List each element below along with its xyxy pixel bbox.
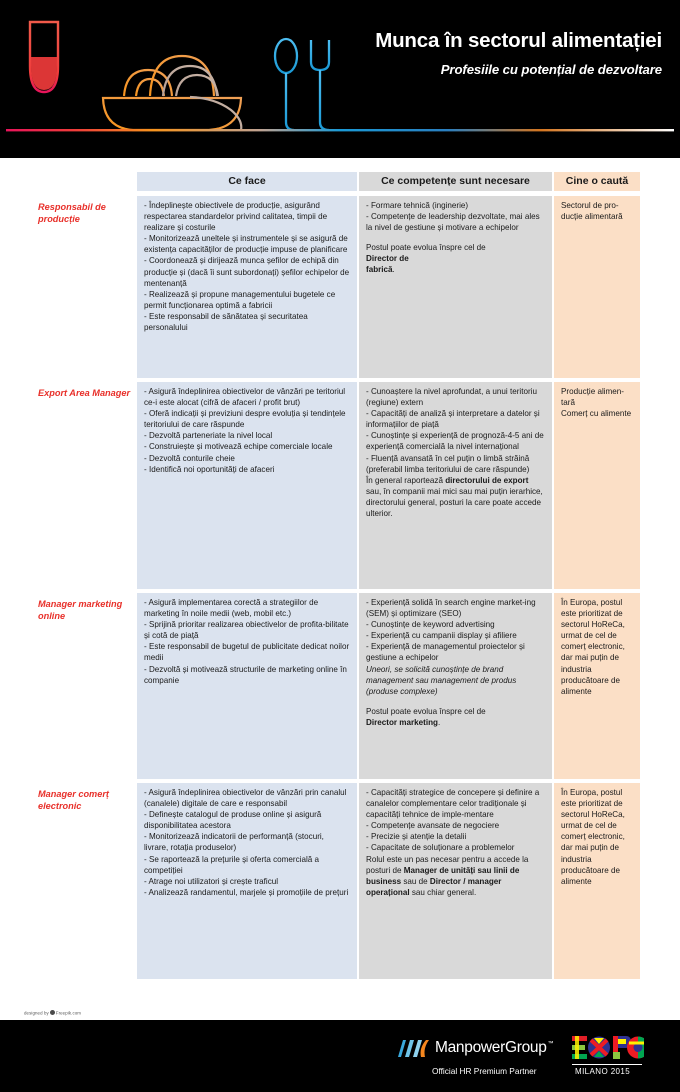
bullet: - Se raportează la prețurile și oferta comercială a competiției bbox=[144, 854, 319, 875]
bullet: - Atrage noi utilizatori și crește traficul bbox=[144, 876, 279, 886]
progression-note: Postul poate evolua înspre cel de bbox=[366, 706, 486, 716]
role-label: Manager marketing online bbox=[38, 599, 123, 622]
role-label: Responsabil de producție bbox=[38, 202, 106, 225]
cell-competente bbox=[359, 382, 552, 589]
bullet: - Construiește și motivează echipe comerciale locale bbox=[144, 442, 333, 452]
bullet: - Monitorizează indicatorii de performanță (stocuri, livrare, rotația produselor) bbox=[144, 832, 324, 853]
page-subtitle: Profesiile cu potențial de dezvoltare bbox=[440, 61, 662, 77]
freepik-logo-icon bbox=[50, 1010, 55, 1015]
employer-sector: Sectorul de pro-ducție alimentară bbox=[561, 201, 623, 222]
progression-target bbox=[366, 264, 545, 275]
credit-source: Freepik.com bbox=[55, 1010, 82, 1015]
fork-icon bbox=[311, 40, 329, 130]
bullet: - Competențe avansate de negociere bbox=[366, 821, 500, 831]
credit-prefix: designed by bbox=[24, 1010, 49, 1015]
cell-competente bbox=[359, 196, 552, 378]
employer-sector: În Europa, postul este prioritizat de sectorul HoReCa, urmat de cel de comerț electronic, dar mai puțin de industria producătoare de alimente bbox=[561, 788, 625, 886]
bullet: - Experiență de managementul proiectelor și gestiune a echipelor bbox=[366, 642, 525, 663]
content-page bbox=[0, 158, 680, 1020]
bullet: - Dezvoltă și motivează structurile de marketing online în companie bbox=[144, 664, 347, 685]
progression-period: . bbox=[392, 265, 395, 275]
bullet: - Precizie și atenție la detalii bbox=[366, 832, 467, 842]
progression-note-pre: Rolul este un pas necesar pentru a accede la posturi de bbox=[366, 854, 529, 875]
bullet: - Dezvoltă parteneriate la nivel local bbox=[144, 431, 273, 441]
progression-target-line2: fabrică bbox=[366, 265, 393, 275]
bullet: - Capacități strategice de concepere și definire a canalelor complementare celor tradiționale și capacități tehnice de imple-mentare bbox=[366, 788, 540, 820]
bullet: - Experiență solidă în search engine market-ing (SEM) și optimizare (SEO) bbox=[366, 598, 536, 619]
bullet: - Capacitate de soluționare a problemelor bbox=[366, 843, 515, 853]
employer-sector: Producție alimen-tară bbox=[561, 387, 624, 408]
bullet: - Competențe de leadership dezvoltate, mai ales la nivel de gestiune și motivare a echipelor bbox=[366, 212, 540, 233]
bullet: - Experiență cu campanii display și afiliere bbox=[366, 631, 517, 641]
bullet: - Analizează randamentul, marjele și promoțiile de prețuri bbox=[144, 887, 349, 897]
designer-credit bbox=[24, 1010, 81, 1016]
manpowergroup-wordmark bbox=[435, 1039, 553, 1057]
competente-italic-text: Uneori, se solicită cunoștințe de brand management sau management de produs (produse complexe) bbox=[366, 664, 517, 696]
progression-note bbox=[366, 854, 545, 898]
cell-competente bbox=[359, 593, 552, 779]
bullet: - Asigură îndeplinirea obiectivelor de vânzări pe teritoriul ce-i este alocat (cifră de afaceri / profit brut) bbox=[144, 387, 346, 408]
bullet: - Sprijină prioritar realizarea obiectivelor de profita-bilitate și cotă de piață bbox=[144, 620, 349, 641]
bullet: - Cunoaștere la nivel aprofundat, a unui teritoriu (regiune) extern bbox=[366, 387, 537, 408]
progression-target bbox=[366, 253, 545, 264]
role-label: Export Area Manager bbox=[38, 388, 131, 398]
table-header-row bbox=[20, 172, 660, 191]
cell-competente bbox=[359, 783, 552, 979]
expo-2015-logo-icon bbox=[572, 1034, 644, 1064]
cell-cine-o-cauta bbox=[554, 783, 640, 979]
expo-divider bbox=[572, 1064, 642, 1065]
role-label: Manager comerț electronic bbox=[38, 789, 109, 812]
bullet: - Cunoștințe și experiență de prognoză-4-5 ani de experiență comercială la nivel internațional bbox=[366, 431, 544, 452]
cell-ce-face bbox=[137, 382, 357, 589]
white-sheet bbox=[20, 158, 660, 1020]
header-text-block bbox=[332, 30, 662, 77]
spoon-icon bbox=[275, 39, 297, 130]
bullet: - Îndeplinește obiectivele de producție, asigurând respectarea standardelor privind calitatea, timpii de realizare și costurile bbox=[144, 201, 328, 233]
progression-target-2: Director / manager operațional bbox=[366, 876, 502, 897]
professions-table bbox=[20, 172, 660, 983]
header-illustration bbox=[0, 0, 680, 158]
manpowergroup-mark-icon bbox=[396, 1036, 430, 1060]
progression-note-pre: În general raportează bbox=[366, 475, 446, 485]
bullet: - Identifică noi oportunități de afaceri bbox=[144, 464, 275, 474]
page-title: Munca în sectorul alimentației bbox=[375, 29, 662, 52]
cell-cine-o-cauta bbox=[554, 382, 640, 589]
bullet: - Formare tehnică (inginerie) bbox=[366, 201, 469, 210]
cell-cine-o-cauta bbox=[554, 593, 640, 779]
pasta-bowl-icon bbox=[100, 56, 245, 130]
competente-italic-note bbox=[366, 664, 545, 697]
expo-label: MILANO 2015 bbox=[575, 1067, 631, 1076]
progression-note-post: sau, în companii mai mici sau mai puțin ierarhice, directorului general, posturi la care poate accede ulterior. bbox=[366, 486, 543, 519]
cell-ce-face bbox=[137, 196, 357, 378]
brand-name: ManpowerGroup bbox=[435, 1039, 547, 1056]
employer-sector: Comerț cu alimente bbox=[561, 409, 632, 419]
employer-sector: În Europa, postul este prioritizat de sectorul HoReCa, urmat de cel de comerț electronic, dar mai puțin de industria producătoare de alimente bbox=[561, 598, 625, 696]
base-rule bbox=[6, 129, 674, 131]
cell-ce-face bbox=[137, 783, 357, 979]
table-row bbox=[20, 382, 660, 589]
footer-tagline: Official HR Premium Partner bbox=[432, 1066, 537, 1076]
table-row bbox=[20, 783, 660, 979]
wine-fill bbox=[31, 57, 57, 90]
bullet: - Dezvoltă conturile cheie bbox=[144, 453, 235, 463]
bullet: - Definește catalogul de produse online și asigură disponibilitatea acestora bbox=[144, 810, 322, 831]
bullet: - Capacități de analiză și interpretare a datelor și informațiilor de piață bbox=[366, 409, 540, 430]
bullet: - Asigură îndeplinirea obiectivelor de vânzări prin canalul (canalele) digitale de care e responsabil bbox=[144, 788, 347, 809]
cell-ce-face bbox=[137, 593, 357, 779]
progression-target-line1: Director de bbox=[366, 254, 409, 264]
column-header-competente: Ce competențe sunt necesare bbox=[359, 172, 552, 191]
bullet: - Monitorizează uneltele și instrumentele și se asigură de existența capacităților de producție impuse de planificare bbox=[144, 234, 348, 255]
bullet: - Cunoștințe de keyword advertising bbox=[366, 620, 495, 630]
bullet: - Fluență avansată în cel puțin o limbă străină (preferabil limba teritoriului de care răspunde) bbox=[366, 453, 530, 474]
bullet: - Realizează și propune managementului bugetele ce permit funcționarea optimă a fabricii bbox=[144, 289, 336, 310]
page-footer bbox=[0, 1020, 680, 1092]
progression-target: Director marketing bbox=[366, 717, 438, 727]
progression-note-text: Postul poate evolua înspre cel de bbox=[366, 243, 486, 253]
bullet: - Coordonează și dirijează munca șefilor de echipă din producție și (dacă îi sunt subordonați) șefilor echipelor de mentenanță bbox=[144, 256, 350, 288]
progression-note bbox=[366, 242, 545, 253]
manpowergroup-logo bbox=[396, 1036, 553, 1060]
column-header-cine-o-cauta: Cine o caută bbox=[554, 172, 640, 191]
bullet: - Asigură implementarea corectă a strategiilor de marketing în noile medii (web, mobil etc.) bbox=[144, 598, 319, 619]
progression-target-line bbox=[366, 717, 545, 728]
bullet: - Este responsabil de sănătatea și securitatea personalului bbox=[144, 311, 308, 333]
bullet: - Oferă indicații și previziuni despre evoluția și tendințele teritoriului de care răspunde bbox=[144, 409, 346, 430]
progression-target-1: Manager de unități sau linii de business bbox=[366, 865, 520, 886]
cell-cine-o-cauta bbox=[554, 196, 640, 378]
column-header-ce-face: Ce face bbox=[137, 172, 357, 191]
table-row bbox=[20, 196, 660, 378]
progression-target: directorului de export bbox=[445, 475, 529, 485]
trademark-symbol: ™ bbox=[547, 1041, 554, 1047]
progression-note-post: sau chiar general. bbox=[409, 887, 477, 897]
page-header bbox=[0, 0, 680, 158]
progression-note-mid: sau de bbox=[401, 876, 430, 886]
table-row bbox=[20, 593, 660, 779]
progression-period: . bbox=[437, 717, 441, 727]
bullet: - Este responsabil de bugetul de publicitate dedicat noilor medii bbox=[144, 642, 350, 663]
progression-note bbox=[366, 475, 545, 519]
